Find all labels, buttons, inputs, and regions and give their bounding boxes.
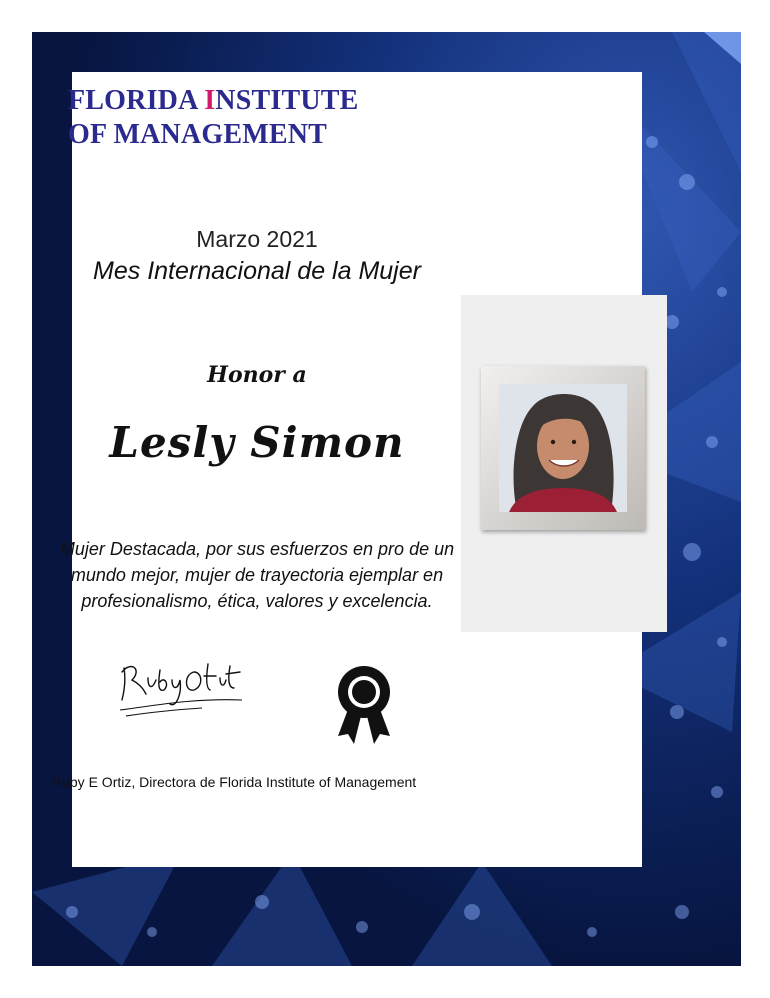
photo-frame	[481, 366, 645, 530]
organization-name: FLORIDA INSTITUTE OF MANAGEMENT	[68, 85, 359, 150]
honoree-portrait	[499, 384, 627, 512]
signer-caption: Ruby E Ortiz, Directora de Florida Institute of Management	[52, 774, 417, 790]
honoree-name: Lesly Simon	[109, 418, 405, 467]
signature-image	[112, 650, 252, 720]
certificate-date: Marzo 2021	[196, 226, 318, 252]
honor-label: Honor a	[207, 362, 307, 388]
citation-text: Mujer Destacada, por sus esfuerzos en pro de un mundo mejor, mujer de trayectoria ejemplar en profesionalismo, ética, valores y excelencia.	[59, 539, 455, 611]
award-ribbon-icon	[332, 664, 396, 746]
event-title: Mes Internacional de la Mujer	[93, 257, 421, 285]
